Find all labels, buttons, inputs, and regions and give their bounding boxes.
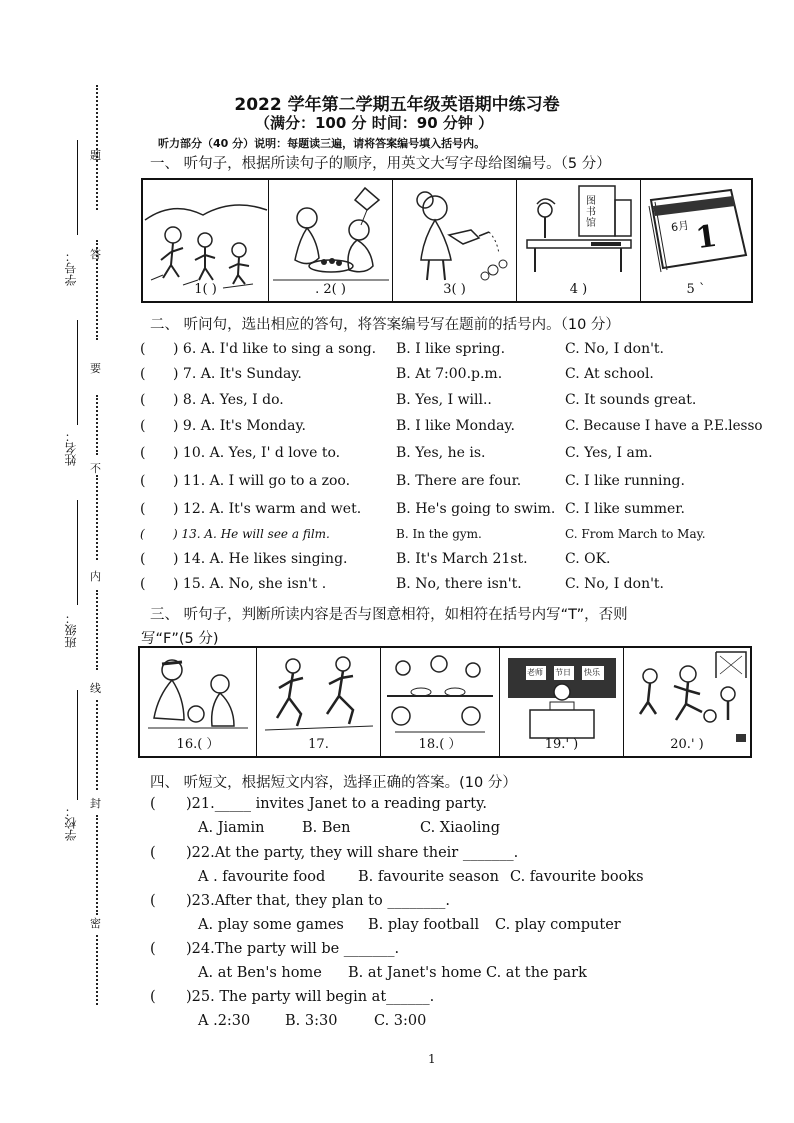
option-c: C. I like running. [565,473,685,489]
answer-paren[interactable]: ( [150,989,156,1005]
binding-dotted-line [96,590,100,670]
option-b: B. I like Monday. [396,418,515,434]
option-c: C. Because I have a P.E.lesso [565,418,763,434]
option-b: B. Ben [302,820,351,836]
seal-char: 答 [90,248,101,261]
binding-dotted-line [96,815,100,915]
seal-char: 封 [90,797,101,810]
question-stem: )24.The party will be _______. [186,941,400,957]
binding-dotted-line [96,395,100,455]
answer-paren[interactable]: ( [140,418,146,434]
option-a: A. play some games [198,917,344,933]
option-b: B. 3:30 [285,1013,338,1029]
answer-paren[interactable]: ( [140,527,145,541]
seal-char: 不 [90,462,101,475]
calendar-day: 1 [693,218,720,257]
option-a: ) 9. A. It's Monday. [173,418,306,434]
answer-paren[interactable]: ( [140,473,146,489]
student-number-line[interactable] [77,140,78,235]
answer-paren[interactable]: ( [140,366,146,382]
picture-calendar [641,180,751,301]
picture-family-meal [381,648,500,756]
section3-picture-strip [138,646,752,758]
picture-running [257,648,381,756]
option-c: C. No, I don't. [565,576,665,592]
question-stem: )22.At the party, they will share their _______. [186,845,519,861]
question-row [140,392,780,416]
question-stem: )25. The party will begin at______. [186,989,435,1005]
option-a: ) 13. A. He will see a film. [173,527,330,541]
answer-paren[interactable]: ( [150,796,156,812]
answer-paren[interactable]: ( [140,551,146,567]
option-a: A. Jiamin [198,820,265,836]
board-text: 节日 [555,668,571,677]
binding-dotted-line [96,700,100,790]
school-line[interactable] [77,690,78,800]
seal-char: 内 [90,570,101,583]
picture-watering-flowers [393,180,517,301]
option-a: A. at Ben's home [198,965,322,981]
option-c: C. At school. [565,366,654,382]
option-a: ) 12. A. It's warm and wet. [173,501,362,517]
seal-char: 题 [90,149,101,162]
school-label: 学校： [64,805,78,841]
option-b: B. Yes, he is. [396,445,486,461]
option-a: ) 6. A. I'd like to sing a song. [173,341,377,357]
picture-football [624,648,750,756]
option-c: C. From March to May. [565,527,706,541]
section4-heading: 四、 听短文，根据短文内容，选择正确的答案。(10 分） [150,775,517,791]
answer-paren[interactable]: ( [140,445,146,461]
option-b: B. at Janet's home [348,965,482,981]
question-row [140,501,780,525]
option-a: A .2:30 [198,1013,251,1029]
option-a: ) 7. A. It's Sunday. [173,366,302,382]
option-c: C. Xiaoling [420,820,501,836]
option-b: B. There are four. [396,473,522,489]
question-row [140,576,780,600]
class-line[interactable] [77,500,78,605]
answer-paren[interactable]: ( [150,893,156,909]
picture-picnic [269,180,393,301]
section3-heading: 三、 听句子，判断所读内容是否与图意相符，如相符在括号内写“T”，否则 [150,607,628,623]
option-c: C. at the park [486,965,587,981]
picture-label: 4 ) [569,282,588,297]
question-row [140,341,780,365]
option-c: C. Yes, I am. [565,445,653,461]
binding-dotted-line [96,935,100,1005]
question-row [140,473,780,497]
picture-label: 3( ) [443,282,466,297]
calendar-month: 6月 [670,218,690,235]
option-a: ) 8. A. Yes, I do. [173,392,284,408]
picture-label: 19.' ) [544,737,579,752]
board-text: 老师 [527,668,543,677]
question-row [140,527,780,551]
page-title: 2022 学年第二学期五年级英语期中练习卷 [234,95,560,115]
question-row [140,418,780,442]
question-row [140,445,780,469]
option-a: ) 15. A. No, she isn't . [173,576,327,592]
option-b: B. favourite season [358,869,499,885]
option-b: B. No, there isn't. [396,576,522,592]
question-row [140,551,780,575]
option-b: B. I like spring. [396,341,506,357]
picture-hiking [143,180,269,301]
binding-dotted-line [96,475,100,560]
option-a: ) 11. A. I will go to a zoo. [173,473,351,489]
option-c: C. It sounds great. [565,392,697,408]
question-row [140,366,780,390]
option-b: B. It's March 21st. [396,551,528,567]
option-c: C. No, I don't. [565,341,665,357]
listening-note: 听力部分（40 分）说明：每题读三遍，请将答案编号填入括号内。 [158,137,486,150]
option-c: C. favourite books [510,869,644,885]
picture-teachers-day [500,648,624,756]
answer-paren[interactable]: ( [150,941,156,957]
picture-label: 16.( ） [176,737,220,752]
picture-label: 1( ) [194,282,217,297]
option-b: B. He's going to swim. [396,501,556,517]
section1-picture-strip [141,178,753,303]
library-sign: 图书馆 [586,196,596,229]
section3-heading-cont: 写“F”(5 分) [141,631,219,647]
option-c: C. 3:00 [374,1013,427,1029]
seal-char: 线 [90,682,101,695]
option-c: C. OK. [565,551,611,567]
answer-paren[interactable]: ( [140,392,146,408]
picture-children-playing [140,648,257,756]
question-stem: )21._____ invites Janet to a reading party. [186,796,487,812]
class-label: 班级： [64,612,78,648]
answer-paren[interactable]: ( [140,341,146,357]
option-a: ) 10. A. Yes, I' d love to. [173,445,341,461]
student-number-label: 学号： [64,250,78,286]
option-b: B. play football [368,917,480,933]
option-c: C. I like summer. [565,501,685,517]
option-c: C. play computer [495,917,621,933]
answer-paren[interactable]: ( [140,576,146,592]
picture-label: 18.( ） [418,737,462,752]
option-b: B. In the gym. [396,527,482,541]
picture-label: 20.' ) [670,737,704,752]
picture-library [517,180,641,301]
seal-char: 密 [90,917,101,930]
picture-label: . 2( ) [315,282,346,297]
seal-char: 要 [90,362,101,375]
name-line[interactable] [77,320,78,425]
page-number: 1 [428,1052,436,1066]
question-stem: )23.After that, they plan to ________. [186,893,450,909]
section1-heading: 一、 听句子，根据所读句子的顺序，用英文大写字母给图编号。（5 分） [150,156,611,172]
section2-heading: 二、 听问句，选出相应的答句，将答案编号写在题前的括号内。（10 分） [150,317,620,333]
score-time-line: （满分：100 分 时间：90 分钟 ） [255,114,494,132]
board-text: 快乐 [584,668,600,677]
picture-label: 5 ` [686,282,706,297]
option-b: B. Yes, I will.. [396,392,492,408]
option-a: A . favourite food [198,869,326,885]
answer-paren[interactable]: ( [140,501,146,517]
picture-label: 17. [308,737,329,752]
name-label: 姓名： [64,430,78,466]
answer-paren[interactable]: ( [150,845,156,861]
option-a: ) 14. A. He likes singing. [173,551,348,567]
option-b: B. At 7:00.p.m. [396,366,503,382]
